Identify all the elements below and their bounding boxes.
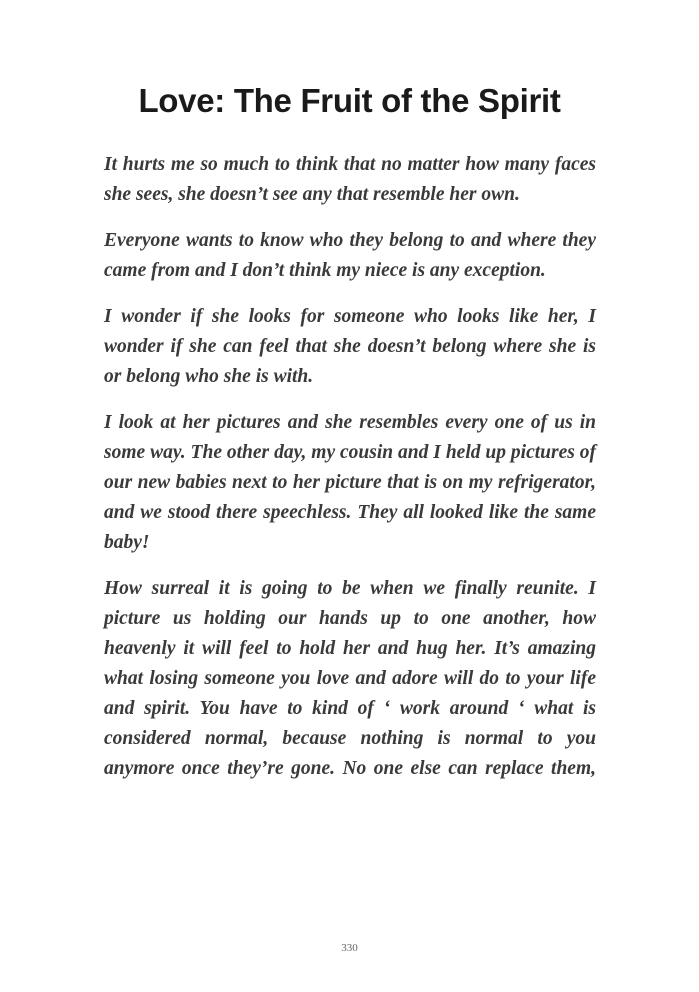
page-title: Love: The Fruit of the Spirit [138, 82, 561, 119]
body-text [104, 150, 596, 800]
paragraph: It hurts me so much to think that no matter how many faces she sees, she doesn’t see any that resemble her own. [104, 154, 596, 205]
paragraph: Everyone wants to know who they belong to and where they came from and I don’t think my niece is any exception. [104, 230, 596, 281]
page-number: 330 [341, 942, 358, 954]
paragraph: How surreal it is going to be when we finally reunite. I picture us holding our hands up to one another, how heavenly it will feel to hold her and hug her. It’s amazing what losing someone you love and adore will do to your life and spirit. You have to kind of ‘ work around ‘ what is considered normal, because nothing is normal to you anymore once they’re gone. No one else can replace them, [104, 578, 596, 779]
paragraph: I wonder if she looks for someone who looks like her, I wonder if she can feel that she doesn’t belong where she is or belong who she is with. [104, 306, 596, 387]
paragraph: I look at her pictures and she resembles every one of us in some way. The other day, my cousin and I held up pictures of our new babies next to her picture that is on my refrigerator, and we stood there speechless. They all looked like the same baby! [104, 412, 596, 553]
